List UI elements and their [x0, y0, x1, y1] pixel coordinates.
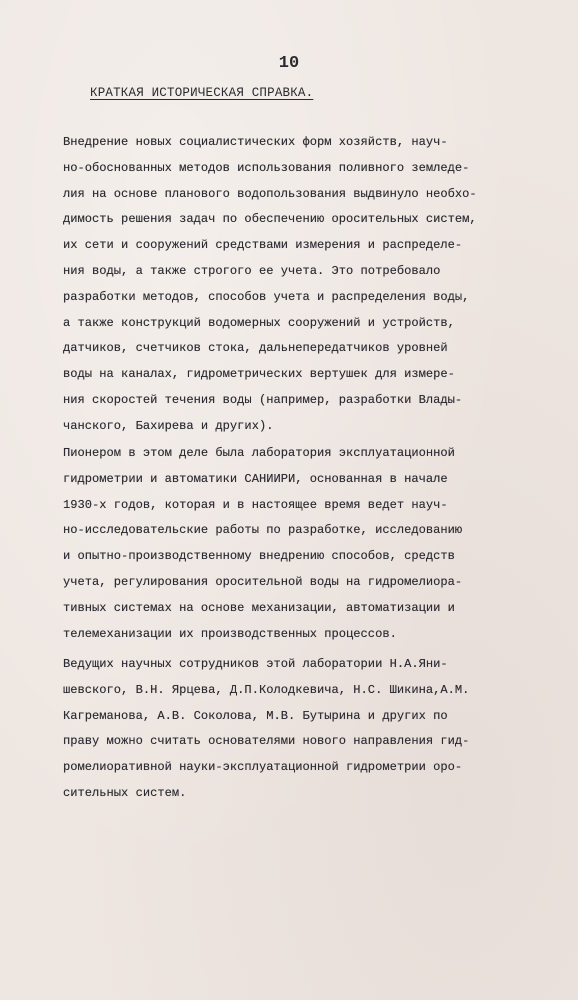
text-line: шевского, В.Н. Ярцева, Д.П.Колодкевича, Н.С. Шикина,А.М. [63, 682, 470, 697]
text-line: 1930-х годов, которая и в настоящее время ведет науч- [63, 497, 448, 512]
text-line: тивных системах на основе механизации, автоматизации и [63, 600, 455, 615]
section-heading: КРАТКАЯ ИСТОРИЧЕСКАЯ СПРАВКА. [90, 86, 314, 100]
paragraph-2 [63, 441, 523, 647]
text-line: разработки методов, способов учета и распределения воды, [63, 289, 470, 304]
text-line: лия на основе планового водопользования выдвинуло необхо- [63, 186, 477, 201]
text-line: чанского, Бахирева и других). [63, 418, 274, 433]
page-number: 10 [278, 54, 300, 73]
text-line: ромелиоративной науки-эксплуатационной гидрометрии оро- [63, 760, 463, 775]
text-line: Кагреманова, А.В. Соколова, М.В. Бутырина и других по [63, 708, 448, 723]
text-line: телемеханизации их производственных процессов. [63, 626, 397, 641]
text-line: датчиков, счетчиков стока, дальнепередатчиков уровней [63, 341, 448, 356]
paragraph-1 [63, 130, 523, 440]
text-line: Ведущих научных сотрудников этой лаборатории Н.А.Яни- [63, 657, 448, 671]
text-line: праву можно считать основателями нового направления гид- [63, 734, 470, 749]
text-line: ния скоростей течения воды (например, разработки Влады- [63, 392, 463, 407]
text-line: димость решения задач по обеспечению оросительных систем, [63, 212, 477, 227]
text-line: учета, регулирования оросительной воды на гидромелиора- [63, 574, 463, 589]
text-line: но-обоснованных методов использования поливного земледе- [63, 160, 470, 175]
text-line: гидрометрии и автоматики САНИИРИ, основанная в начале [63, 471, 448, 486]
text-line: их сети и сооружений средствами измерения и распределе- [63, 238, 463, 253]
text-line: сительных систем. [63, 785, 187, 800]
text-line: Пионером в этом деле была лаборатория эксплуатационной [63, 446, 455, 460]
text-line: но-исследовательские работы по разработке, исследованию [63, 523, 463, 538]
text-line: и опытно-производственному внедрению способов, средств [63, 549, 455, 564]
text-line: ния воды, а также строгого ее учета. Это потребовало [63, 263, 441, 278]
text-line: воды на каналах, гидрометрических вертушек для измере- [63, 367, 455, 382]
text-line: Внедрение новых социалистических форм хозяйств, науч- [63, 135, 448, 149]
paragraph-3 [63, 652, 523, 807]
text-line: а также конструкций водомерных сооружений и устройств, [63, 315, 455, 330]
